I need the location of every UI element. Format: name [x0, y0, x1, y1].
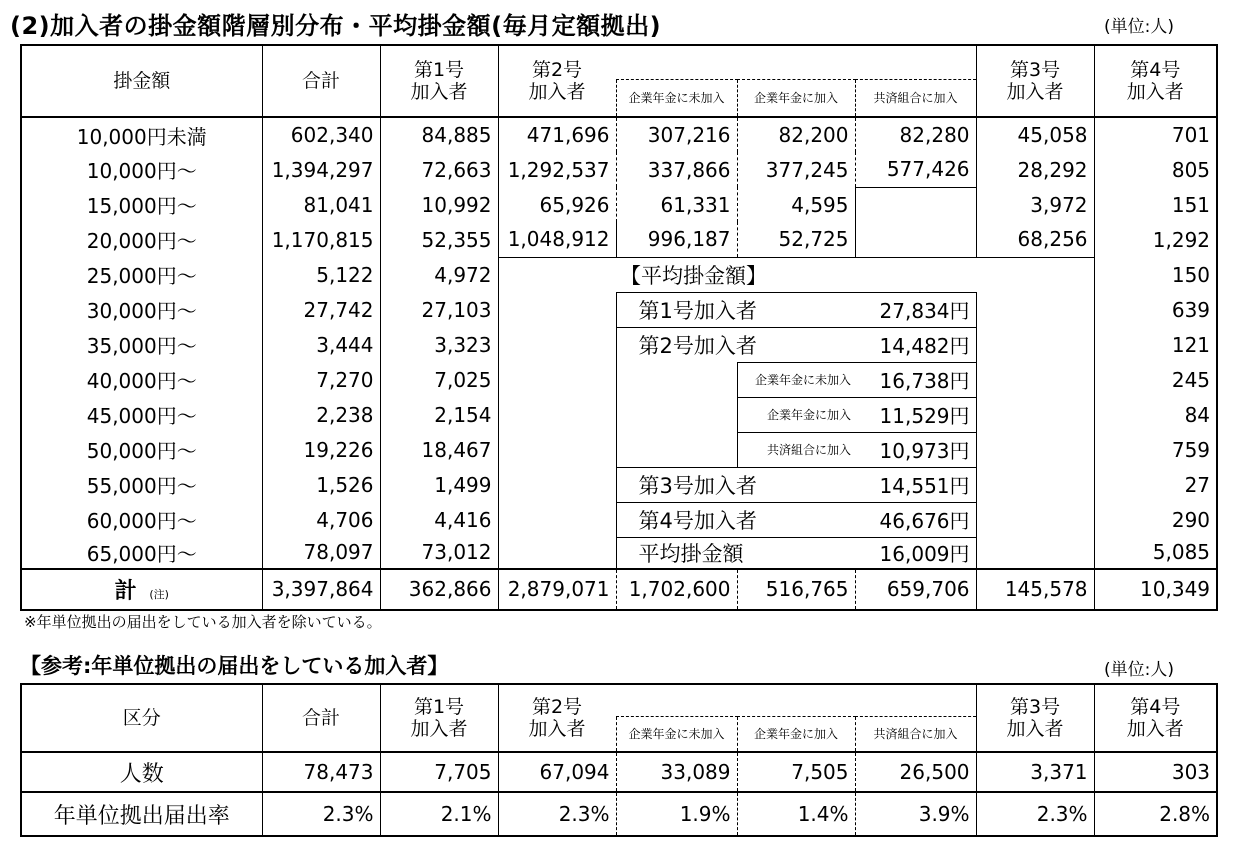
- table-cell: 46,676円: [855, 502, 976, 537]
- ref-header-total: 合計: [262, 684, 380, 752]
- table-cell: 145,578: [976, 569, 1094, 610]
- table-cell: 7,705: [380, 752, 498, 792]
- table-cell: [855, 187, 976, 222]
- table-cell: 共済組合に加入: [737, 432, 855, 467]
- ref-row-count: [21, 752, 1217, 792]
- header-no3: 第3号 加入者: [976, 45, 1094, 117]
- table-cell: 68,256: [976, 222, 1094, 257]
- table-cell: 3,397,864: [262, 569, 380, 610]
- table-cell: 第4号加入者: [616, 502, 855, 537]
- table-cell: 平均掛金額: [616, 537, 855, 569]
- table-cell: 第1号加入者: [616, 292, 855, 327]
- table-cell: 1,048,912: [498, 222, 616, 257]
- table-cell: 65,926: [539, 192, 610, 217]
- table-cell: 1.9%: [616, 792, 737, 836]
- table-cell: 3,972: [976, 187, 1094, 222]
- totals-row: [21, 569, 1217, 610]
- table-cell: 2.8%: [1094, 792, 1217, 836]
- reference-title: 【参考:年単位拠出の届出をしている加入者】: [20, 654, 449, 678]
- table-cell: 年単位拠出届出率: [21, 792, 262, 836]
- table-cell: 81,041: [262, 187, 380, 222]
- table-cell: 73,012: [380, 537, 498, 569]
- table-cell: [498, 257, 616, 292]
- header-sub-unjoined: 企業年金に未加入: [616, 79, 737, 117]
- table-cell: [498, 327, 616, 362]
- table-row: [21, 467, 1217, 502]
- reference-table: [20, 683, 1218, 837]
- table-cell: [976, 537, 1094, 569]
- table-cell: [498, 467, 616, 502]
- table-cell: 1,702,600: [616, 569, 737, 610]
- table-cell: 5,085: [1094, 537, 1217, 569]
- table-cell: 82,200: [737, 117, 855, 152]
- table-cell: 602,340: [262, 117, 380, 152]
- table-cell: [976, 257, 1094, 292]
- ref-header-sub-unjoined: 企業年金に未加入: [616, 716, 737, 752]
- table-cell: 19,226: [262, 432, 380, 467]
- table-cell: [976, 467, 1094, 502]
- table-cell: 7,270: [262, 362, 380, 397]
- table-cell: 377,245: [737, 152, 855, 187]
- table-cell: [616, 362, 737, 397]
- table-cell: 27,742: [262, 292, 380, 327]
- ref-header-no2-span: [616, 684, 976, 716]
- table-cell: 60,000円〜: [21, 502, 262, 537]
- table-cell: 10,000円未満: [21, 117, 262, 152]
- table-cell: [976, 502, 1094, 537]
- table-cell: 15,000円〜: [21, 187, 262, 222]
- table-cell: 78,097: [262, 537, 380, 569]
- table-cell: 659,706: [855, 569, 976, 610]
- table-cell: [498, 397, 616, 432]
- table-cell: 1,292: [1094, 222, 1217, 257]
- table-row: [21, 537, 1217, 569]
- table-cell: 企業年金に加入: [737, 397, 855, 432]
- table-cell: 14,482円: [855, 327, 976, 362]
- table-cell: 4,972: [380, 257, 498, 292]
- table-cell: 2.3%: [498, 792, 616, 836]
- table-cell: 67,094: [498, 752, 616, 792]
- table-row: [21, 152, 1217, 187]
- table-cell: 3,323: [380, 327, 498, 362]
- table-cell: [616, 432, 737, 467]
- table-cell: [498, 502, 616, 537]
- avg-heading: 【平均掛金額】: [620, 263, 767, 288]
- table-cell: 471,696: [526, 123, 610, 147]
- table-cell: 290: [1094, 502, 1217, 537]
- table-cell: 第2号加入者: [616, 327, 855, 362]
- table-cell: 16,738円: [855, 362, 976, 397]
- table-cell: 27,103: [380, 292, 498, 327]
- table-cell: [976, 397, 1094, 432]
- table-row: [21, 327, 1217, 362]
- table-cell: 5,122: [262, 257, 380, 292]
- table-cell: 759: [1094, 432, 1217, 467]
- table-cell: 2.3%: [262, 792, 380, 836]
- table-cell: 10,349: [1094, 569, 1217, 610]
- table-cell: 2,879,071: [498, 569, 616, 610]
- table-cell: 1,292,537: [507, 157, 610, 182]
- ref-header-no1: 第1号 加入者: [380, 684, 498, 752]
- table-cell: 55,000円〜: [21, 467, 262, 502]
- header-no4: 第4号 加入者: [1094, 45, 1217, 117]
- table-cell: 人数: [21, 752, 262, 792]
- table-cell: [498, 292, 616, 327]
- table-cell: 7,505: [737, 752, 855, 792]
- table-cell: 52,725: [737, 222, 855, 257]
- table-cell: 30,000円〜: [21, 292, 262, 327]
- reference-unit: (単位:人): [1104, 660, 1174, 680]
- table-cell: 151: [1094, 187, 1217, 222]
- unit-label: (単位:人): [1104, 17, 1174, 37]
- table-cell: 26,500: [855, 752, 976, 792]
- table-cell: 65,000円〜: [21, 537, 262, 569]
- table-cell: [498, 362, 616, 397]
- table-cell: [976, 327, 1094, 362]
- table-row: [21, 292, 1217, 327]
- table-cell: 3,371: [976, 752, 1094, 792]
- table-cell: [616, 397, 737, 432]
- table-cell: 11,529円: [855, 397, 976, 432]
- table-cell: 996,187: [616, 222, 737, 257]
- header-no2: 第2号 加入者: [498, 45, 616, 117]
- ref-header-no2: 第2号 加入者: [498, 684, 616, 752]
- table-cell: 78,473: [262, 752, 380, 792]
- ref-header-category: 区分: [21, 684, 262, 752]
- table-cell: 10,992: [380, 187, 498, 222]
- table-cell: 16,009円: [855, 537, 976, 569]
- table-cell: 3,444: [262, 327, 380, 362]
- table-cell: 82,280: [855, 117, 976, 152]
- totals-label: 計 (注): [21, 569, 262, 610]
- ref-header-no4: 第4号 加入者: [1094, 684, 1217, 752]
- table-cell: 10,000円〜: [21, 152, 262, 187]
- table-cell: 第3号加入者: [616, 467, 855, 502]
- table-cell: 3.9%: [855, 792, 976, 836]
- ref-header-sub-mutual: 共済組合に加入: [855, 716, 976, 752]
- table-cell: 1,499: [380, 467, 498, 502]
- table-row: [21, 222, 1217, 257]
- ref-row-rate: [21, 792, 1217, 836]
- table-cell: 805: [1094, 152, 1217, 187]
- header-no1: 第1号 加入者: [380, 45, 498, 117]
- table-cell: 303: [1094, 752, 1217, 792]
- table-row: [21, 187, 1217, 222]
- header-sub-mutual: 共済組合に加入: [855, 79, 976, 117]
- table-cell: 1,394,297: [262, 152, 380, 187]
- table-cell: [976, 432, 1094, 467]
- table-cell: 27: [1094, 467, 1217, 502]
- table-cell: 33,089: [616, 752, 737, 792]
- table-cell: 1,526: [262, 467, 380, 502]
- table-cell: 84: [1094, 397, 1217, 432]
- table-cell: 701: [1094, 117, 1217, 152]
- table-cell: 1,170,815: [262, 222, 380, 257]
- table-cell: [976, 362, 1094, 397]
- header-sub-joined: 企業年金に加入: [737, 79, 855, 117]
- table-cell: 245: [1094, 362, 1217, 397]
- table-cell: 企業年金に未加入: [737, 362, 855, 397]
- table-cell: [855, 222, 976, 257]
- header-total: 合計: [262, 45, 380, 117]
- table-cell: 20,000円〜: [21, 222, 262, 257]
- table-cell: 61,331: [616, 187, 737, 222]
- header-no2-span: [616, 45, 976, 79]
- table-cell: [976, 292, 1094, 327]
- table-cell: 639: [1094, 292, 1217, 327]
- table-cell: 307,216: [616, 117, 737, 152]
- table-cell: 4,416: [380, 502, 498, 537]
- table-cell: 28,292: [976, 152, 1094, 187]
- table-cell: 52,355: [380, 222, 498, 257]
- table-cell: [498, 537, 616, 569]
- table-cell: 45,000円〜: [21, 397, 262, 432]
- table-cell: 27,834円: [855, 292, 976, 327]
- table-cell: 2,238: [262, 397, 380, 432]
- table-cell: 121: [1094, 327, 1217, 362]
- table-cell: 150: [1094, 257, 1217, 292]
- table-cell: 45,058: [976, 117, 1094, 152]
- distribution-table: [20, 44, 1218, 611]
- table-cell: 2,154: [380, 397, 498, 432]
- table-cell: 577,426: [855, 152, 976, 187]
- table-cell: 362,866: [380, 569, 498, 610]
- table-cell: 40,000円〜: [21, 362, 262, 397]
- table-cell: 1.4%: [737, 792, 855, 836]
- table-cell: 50,000円〜: [21, 432, 262, 467]
- table-cell: 84,885: [380, 117, 498, 152]
- table-cell: 35,000円〜: [21, 327, 262, 362]
- table-cell: 4,706: [262, 502, 380, 537]
- table-row: [21, 432, 1217, 467]
- ref-header-no3: 第3号 加入者: [976, 684, 1094, 752]
- table-cell: [498, 432, 616, 467]
- ref-header-sub-joined: 企業年金に加入: [737, 716, 855, 752]
- table-cell: 10,973円: [855, 432, 976, 467]
- header-amount: 掛金額: [21, 45, 262, 117]
- table-cell: 2.1%: [380, 792, 498, 836]
- table-cell: 18,467: [380, 432, 498, 467]
- page-title: (2)加入者の掛金額階層別分布・平均掛金額(毎月定額拠出): [10, 12, 662, 40]
- table-row: [21, 362, 1217, 397]
- footnote: ※年単位拠出の届出をしている加入者を除いている。: [24, 613, 382, 631]
- table-row: [21, 117, 1217, 152]
- table-cell: 337,866: [616, 152, 737, 187]
- table-cell: 4,595: [737, 187, 855, 222]
- table-row: [21, 502, 1217, 537]
- table-cell: 72,663: [380, 152, 498, 187]
- table-cell: 2.3%: [976, 792, 1094, 836]
- table-row: [21, 257, 1217, 292]
- table-cell: 516,765: [737, 569, 855, 610]
- table-cell: 7,025: [380, 362, 498, 397]
- table-row: [21, 397, 1217, 432]
- table-cell: 14,551円: [855, 467, 976, 502]
- table-cell: 25,000円〜: [21, 257, 262, 292]
